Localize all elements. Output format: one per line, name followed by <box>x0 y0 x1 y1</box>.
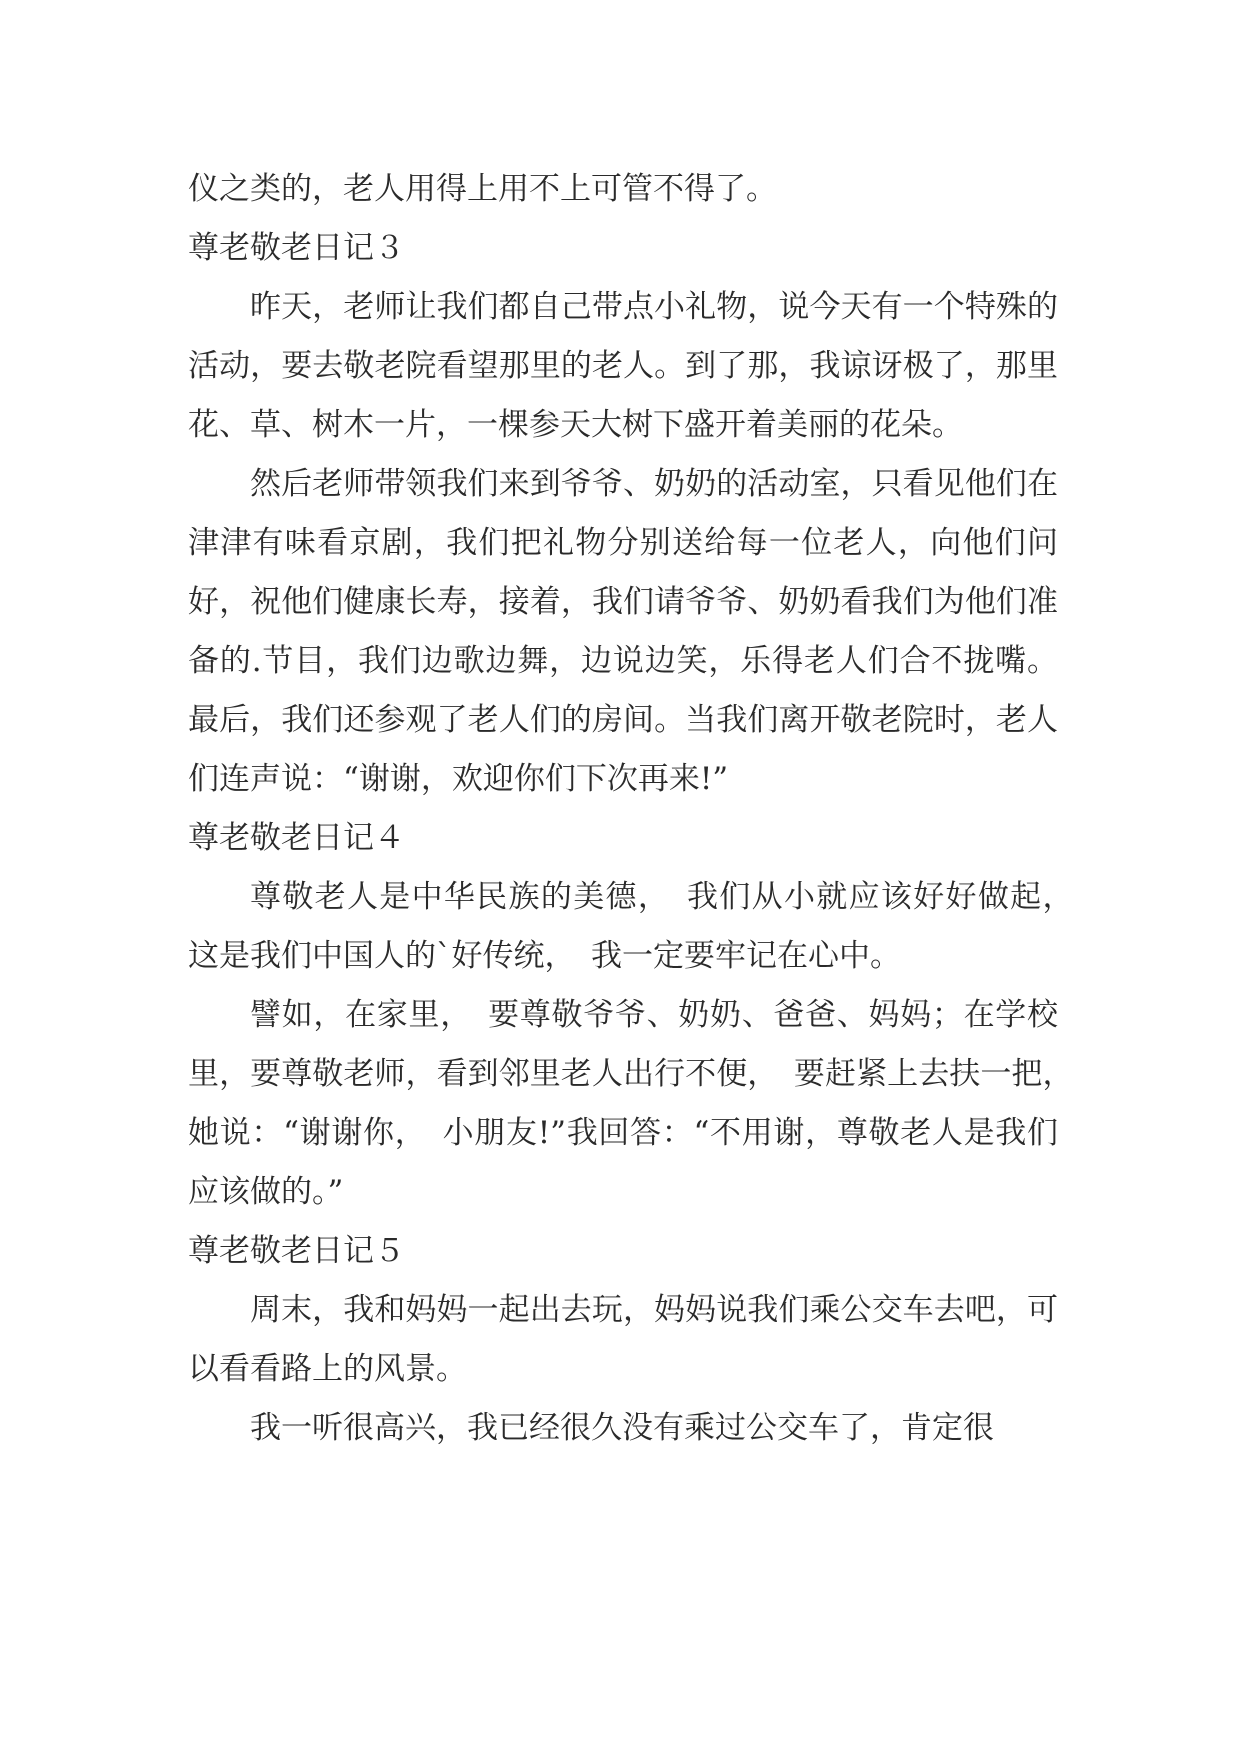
paragraph: 然后老师带领我们来到爷爷、奶奶的活动室，只看见他们在津津有味看京剧，我们把礼物分别送给每一位老人，向他们问好，祝他们健康长寿，接着，我们请爷爷、奶奶看我们为他们准备的.节目，我们边歌边舞，边说边笑，乐得老人们合不拢嘴。最后，我们还参观了老人们的房间。当我们离开敬老院时，老人们连声说：“谢谢，欢迎你们下次再来!” <box>188 466 1058 797</box>
paragraph: 昨天，老师让我们都自己带点小礼物，说今天有一个特殊的活动，要去敬老院看望那里的老人。到了那，我谅讶极了，那里花、草、树木一片，一棵参天大树下盛开着美丽的花朵。 <box>188 289 1058 443</box>
section-heading-5: 尊老敬老日记５ <box>188 1233 405 1269</box>
document-body <box>188 160 1089 1458</box>
section-heading-4: 尊老敬老日记４ <box>188 820 405 856</box>
paragraph: 譬如，在家里， 要尊敬爷爷、奶奶、爸爸、妈妈；在学校里，要尊敬老师，看到邻里老人出行不便， 要赶紧上去扶一把， 她说：“谢谢你， 小朋友!”我回答：“不用谢，尊敬老人是我们应该做的。” <box>188 997 1089 1210</box>
section-heading-3: 尊老敬老日记３ <box>188 230 405 266</box>
paragraph: 尊敬老人是中华民族的美德， 我们从小就应该好好做起， 这是我们中国人的`好传统， 我一定要牢记在心中。 <box>188 879 1089 974</box>
paragraph: 周末，我和妈妈一起出去玩，妈妈说我们乘公交车去吧，可以看看路上的风景。 <box>188 1292 1058 1387</box>
paragraph: 我一听很高兴，我已经很久没有乘过公交车了，肯定很 <box>250 1410 994 1446</box>
lead-paragraph: 仪之类的，老人用得上用不上可管不得了。 <box>188 171 777 207</box>
